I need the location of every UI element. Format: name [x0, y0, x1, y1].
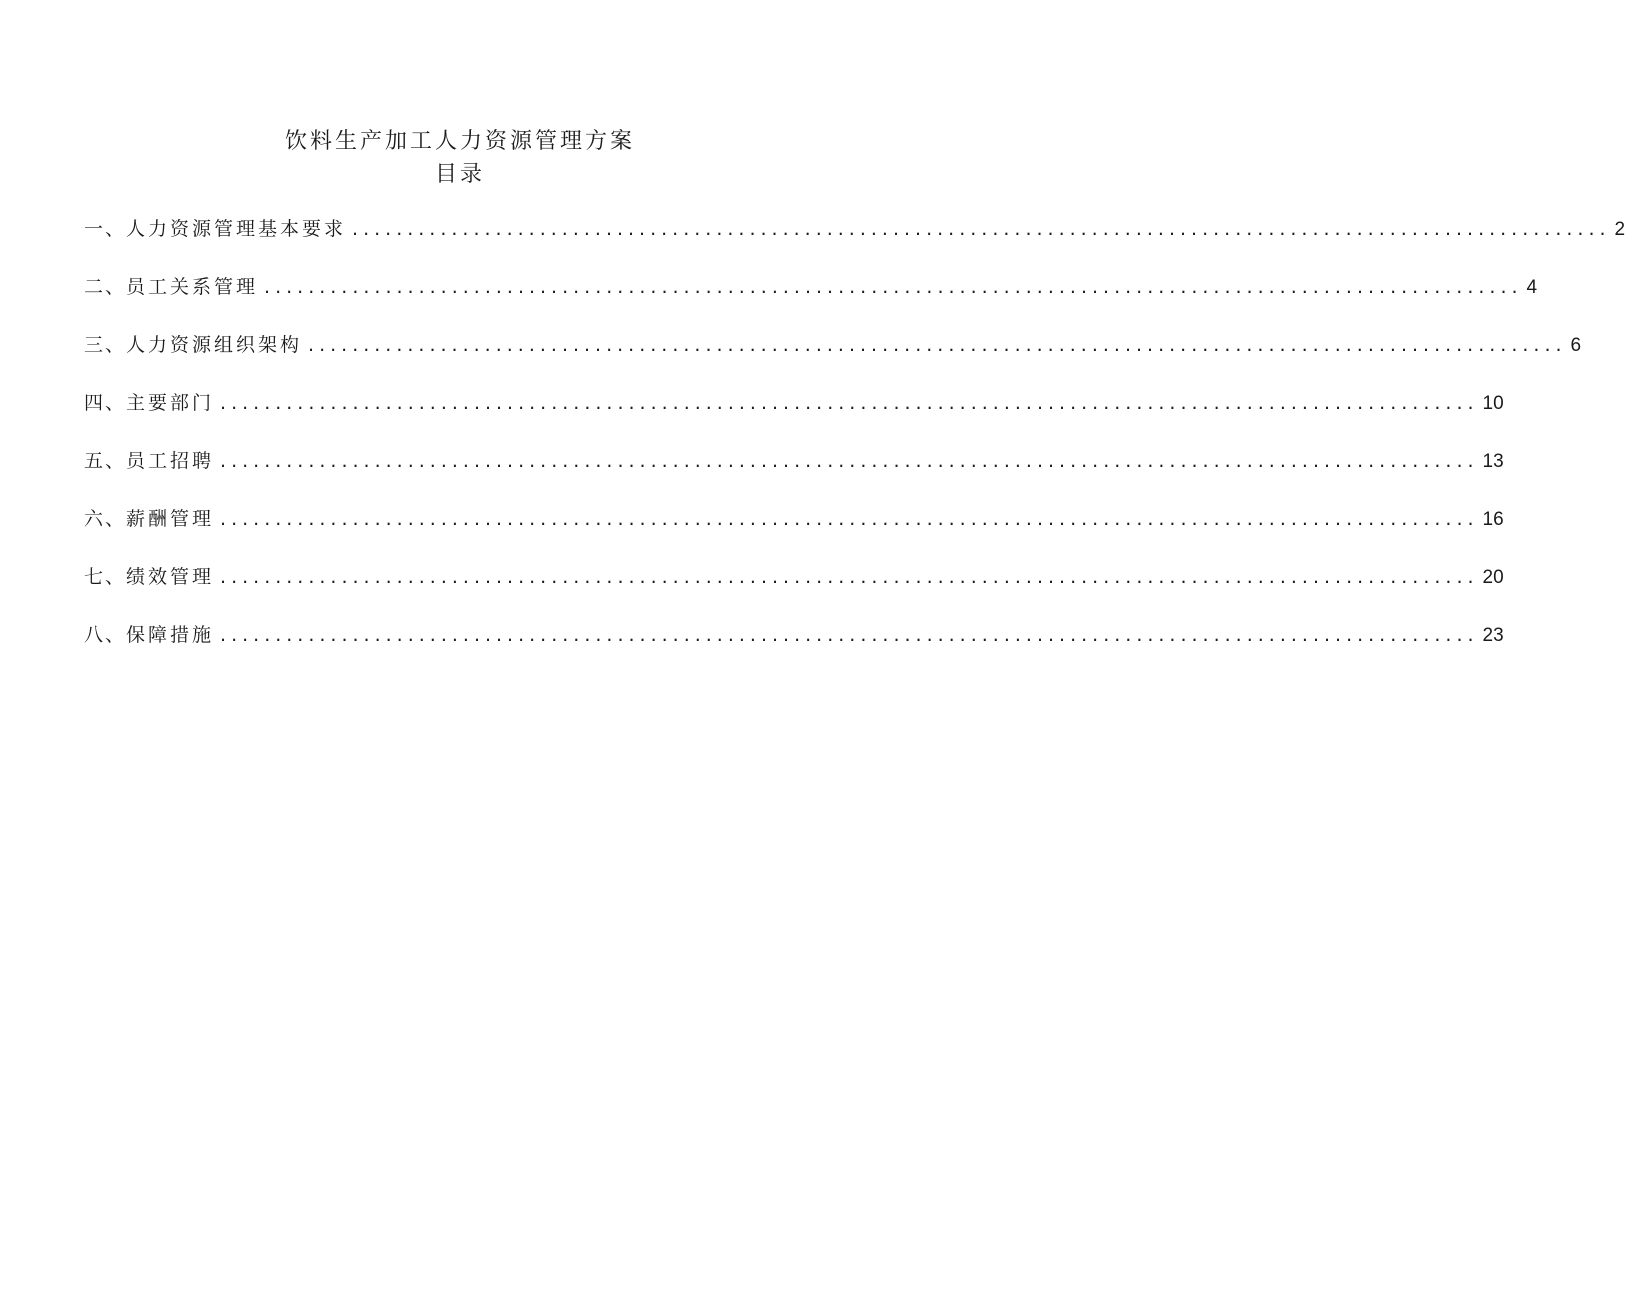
toc-entry-page: 13: [1482, 451, 1504, 472]
toc-entry-number: 七、: [84, 566, 127, 588]
toc-entry[interactable]: [84, 214, 1625, 272]
toc-entry-title: 员工关系管理: [126, 276, 259, 298]
toc-entry-number: 二、: [84, 276, 127, 298]
toc-entry-title: 绩效管理: [126, 566, 215, 588]
toc-entry-number: 八、: [84, 624, 127, 646]
toc-dot-leader: ..................................................................................................................: [352, 218, 1611, 240]
toc-entry-page: 6: [1570, 335, 1582, 356]
toc-entry[interactable]: [84, 272, 1538, 330]
toc-entry-page: 10: [1482, 393, 1504, 414]
toc-entry-number: 五、: [84, 450, 127, 472]
toc-entry-page: 20: [1482, 567, 1504, 588]
toc-entry-page: 23: [1482, 625, 1504, 646]
toc-dot-leader: ..................................................................................................................: [220, 508, 1479, 530]
toc-entry[interactable]: [84, 388, 1504, 446]
toc-entry-title: 保障措施: [126, 624, 215, 646]
toc-entry[interactable]: [84, 330, 1582, 388]
toc-entry-number: 四、: [84, 392, 127, 414]
toc-dot-leader: ..................................................................................................................: [308, 334, 1567, 356]
toc-entry-number: 六、: [84, 508, 127, 530]
toc-entry[interactable]: [84, 562, 1504, 620]
toc-entry-page: 16: [1482, 509, 1504, 530]
toc-entry-title: 人力资源组织架构: [126, 334, 303, 356]
toc-dot-leader: ..................................................................................................................: [264, 276, 1523, 298]
toc-dot-leader: ..................................................................................................................: [220, 624, 1479, 646]
toc-entry[interactable]: [84, 504, 1504, 562]
toc-dot-leader: ..................................................................................................................: [220, 566, 1479, 588]
toc-entry-page: 4: [1526, 277, 1538, 298]
toc-heading: 目录: [434, 162, 485, 187]
toc-entry-number: 一、: [84, 218, 127, 240]
document-title: 饮料生产加工人力资源管理方案: [284, 129, 635, 154]
table-of-contents: [84, 214, 1625, 678]
toc-entry-title: 员工招聘: [126, 450, 215, 472]
toc-dot-leader: ..................................................................................................................: [220, 392, 1479, 414]
toc-dot-leader: ..................................................................................................................: [220, 450, 1479, 472]
toc-entry-title: 薪酬管理: [126, 508, 215, 530]
toc-entry-page: 2: [1614, 219, 1625, 240]
toc-entry-title: 主要部门: [126, 392, 215, 414]
toc-entry-title: 人力资源管理基本要求: [126, 218, 347, 240]
toc-entry[interactable]: [84, 446, 1504, 504]
toc-entry-number: 三、: [84, 334, 127, 356]
toc-entry[interactable]: [84, 620, 1504, 678]
